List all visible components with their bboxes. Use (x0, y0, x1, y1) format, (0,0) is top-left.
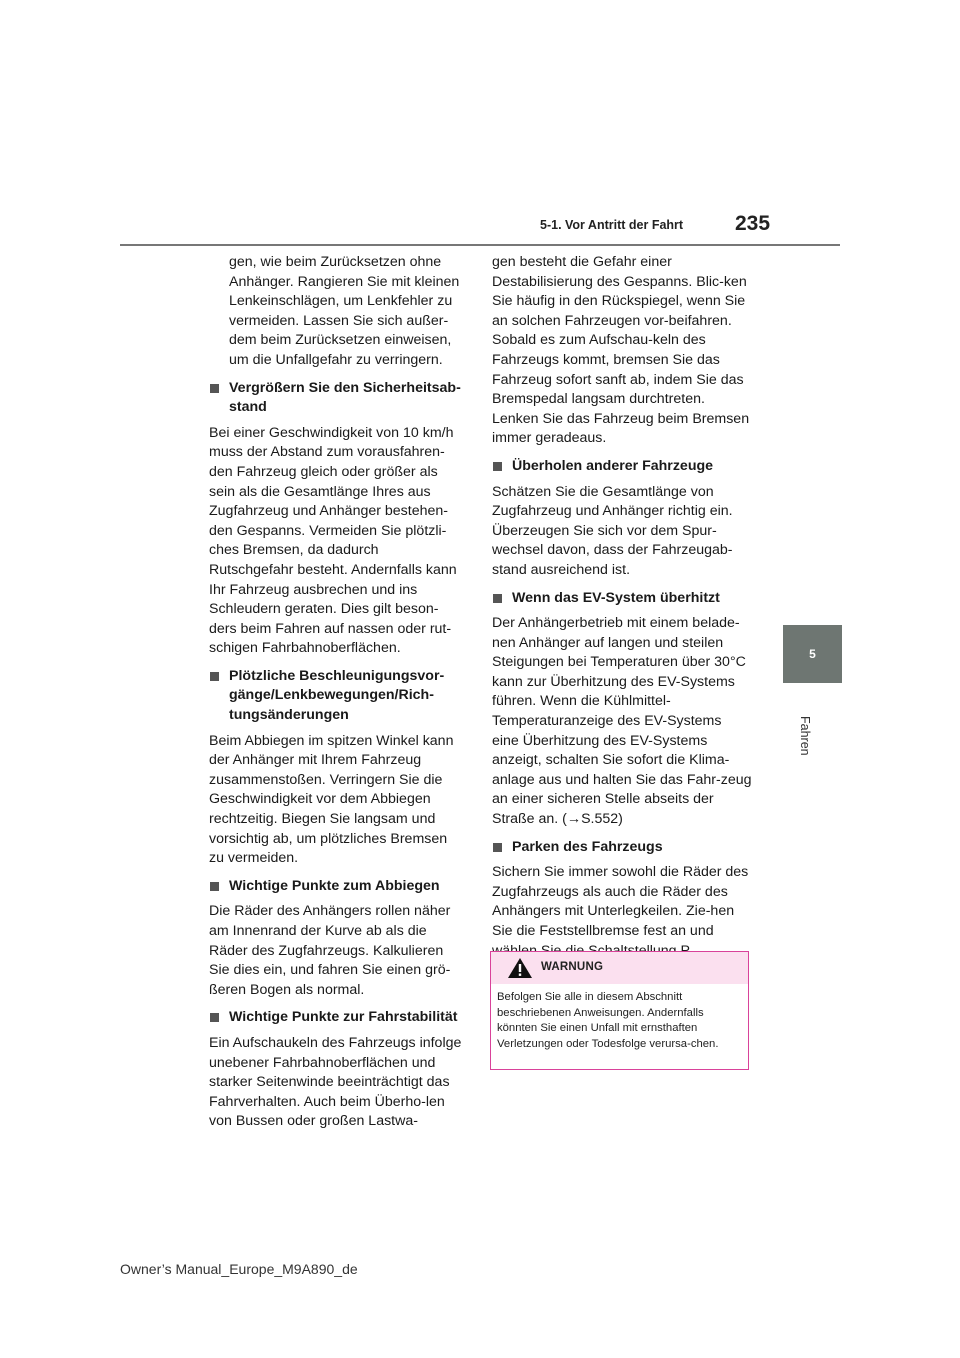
warning-header (491, 952, 748, 984)
page-number: 235 (735, 212, 771, 235)
section-heading (492, 589, 752, 609)
heading-text: Parken des Fahrzeugs (512, 838, 663, 855)
square-bullet-icon (493, 594, 502, 603)
square-bullet-icon (210, 384, 219, 393)
square-bullet-icon (210, 882, 219, 891)
paragraph: Bei einer Geschwindigkeit von 10 km/h muss der Abstand zum vorausfahren-den Fahrzeug gleich oder größer als sein als die Gesamtlänge Ihres aus Zugfahrzeug und Anhänger bestehen-den Gespanns. Vermeiden Sie plötzli-ches Bremsen, da dadurch Rutschgefahr besteht. Andernfalls kann Ihr Fahrzeug ausbrechen und ins Schleudern geraten. Dies gilt beson-ders beim Fahren auf nassen oder rut-schigen Fahrbahnoberflächen. (209, 424, 457, 657)
paragraph: Die Räder des Anhängers rollen näher am Innenrand der Kurve ab als die Räder des Zugfahrzeugs. Kalkulieren Sie dies ein, und fahren Sie einen grö-ßeren Bogen als normal. (209, 903, 451, 998)
heading-text: Wichtige Punkte zum Abbiegen (229, 877, 440, 894)
heading-text: Wichtige Punkte zur Fahrstabilität (229, 1009, 458, 1026)
footer-text: Owner’s Manual_Europe_M9A890_de (120, 1261, 358, 1277)
paragraph: gen, wie beim Zurücksetzen ohne Anhänger. Rangieren Sie mit kleinen Lenkeinschlägen, um Lenkfehler zu vermeiden. Lassen Sie sich außer-dem beim Zurücksetzen einweisen, um die Unfallgefahr zu verringern. (229, 254, 460, 368)
paragraph: Schätzen Sie die Gesamtlänge von Zugfahrzeug und Anhänger richtig ein. Überzeugen Sie sich vor dem Spur-wechsel davon, dass der Fahrzeugab-stand ausreichend ist. (492, 483, 733, 578)
paragraph: Ein Aufschaukeln des Fahrzeugs infolge unebener Fahrbahnoberflächen und starker Seitenwinde beeinträchtigt das Fahrverhalten. Auch beim Überho-len von Bussen oder großen Lastwa- (209, 1034, 462, 1130)
heading-text: Überholen anderer Fahrzeuge (512, 457, 714, 474)
right-column (492, 253, 752, 969)
warning-text: Befolgen Sie alle in diesem Abschnitt beschriebenen Anweisungen. Andernfalls könnten Sie einen Unfall mit ernsthaften Verletzungen oder Todesfolge verursa-chen. (497, 991, 719, 1050)
section-heading (209, 877, 464, 897)
heading-text: Vergrößern Sie den Sicherheitsab-stand (229, 379, 461, 416)
square-bullet-icon (210, 1013, 219, 1022)
section-heading (209, 1008, 464, 1028)
left-column (209, 253, 464, 1140)
section-heading (492, 838, 752, 858)
warning-title: WARNUNG (541, 961, 604, 973)
section-heading (209, 379, 464, 418)
heading-text: Wenn das EV-System überhitzt (512, 589, 720, 606)
square-bullet-icon (493, 462, 502, 471)
warning-box (490, 951, 749, 1070)
paragraph: Der Anhängerbetrieb mit einem belade-nen Anhänger auf langen und steilen Steigungen bei Temperaturen über 30°C kann zur Überhitzung des EV-Systems führen. Wenn die Kühlmittel-Temperaturanzeige des EV-Systems eine Überhitzung des EV-Systems anzeigt, schalten Sie sofort die Klima-anlage aus und halten Sie das Fahr-zeug an einer sicheren Stelle abseits der Straße an. (→S.552) (492, 615, 752, 828)
header-rule (120, 244, 840, 246)
section-heading (492, 457, 752, 477)
section-title: 5-1. Vor Antritt der Fahrt (540, 218, 684, 232)
square-bullet-icon (210, 672, 219, 681)
chapter-tab (783, 625, 842, 683)
heading-text: Plötzliche Beschleunigungsvor-gänge/Lenkbewegungen/Rich-tungsänderungen (229, 667, 445, 724)
paragraph: Sichern Sie immer sowohl die Räder des Zugfahrzeugs als auch die Räder des Anhängers mit Unterlegkeilen. Zie-hen Sie die Feststellbremse fest an und (492, 864, 749, 939)
paragraph: gen besteht die Gefahr einer Destabilisierung des Gespanns. Blic-ken Sie häufig in den Rückspiegel, wenn Sie an solchen Fahrzeugen vor-beifahren. Sobald es zum Aufschau-keln des Fahrzeugs kommt, bremsen Sie das Fahrzeug sofort sanft ab, indem Sie das Bremspedal langsam durchtreten. Lenken Sie das Fahrzeug beim Bremsen immer geradeaus. (492, 254, 750, 447)
chapter-number: 5 (809, 647, 816, 661)
warning-triangle-icon (507, 957, 533, 979)
chapter-label: Fahren (798, 716, 812, 756)
paragraph: Beim Abbiegen im spitzen Winkel kann der Anhänger mit Ihrem Fahrzeug zusammenstoßen. Verringern Sie die Geschwindigkeit vor dem Abbiegen rechtzeitig. Biegen Sie langsam und vorsichtig ab, um plötzliches Bremsen zu vermeiden. (209, 732, 454, 867)
section-heading (209, 667, 464, 726)
square-bullet-icon (493, 843, 502, 852)
